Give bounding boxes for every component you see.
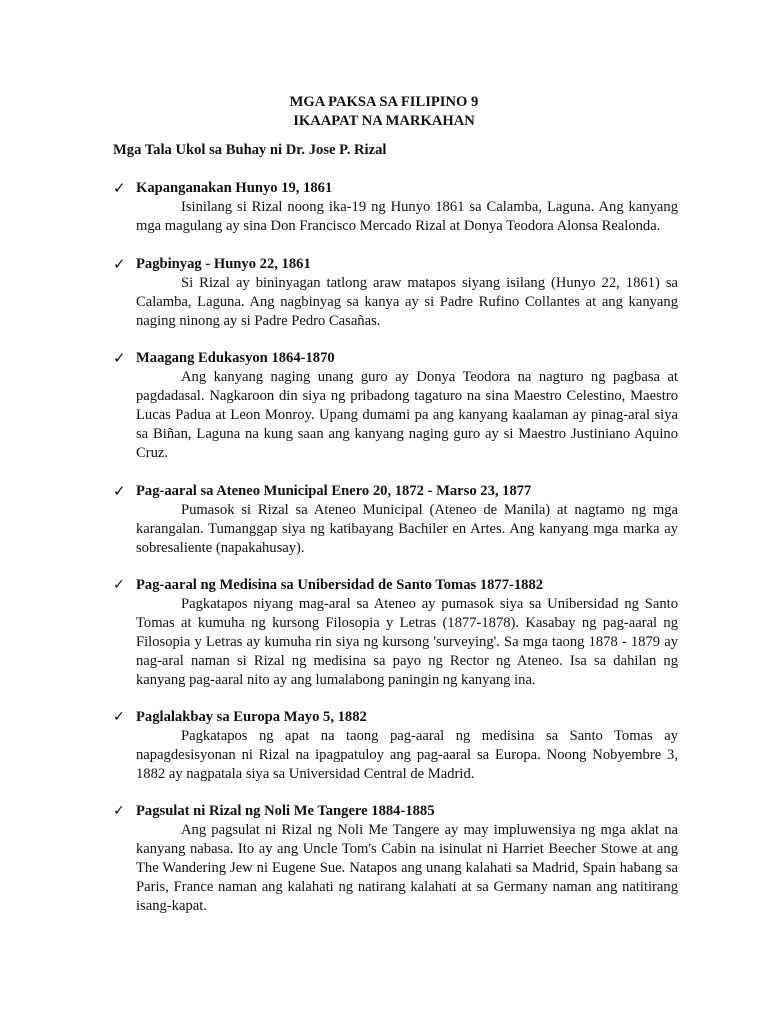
section-kapanganakan [113,179,678,236]
section-heading: Pagbinyag - Hunyo 22, 1861 [136,256,311,272]
section-heading: Paglalakbay sa Europa Mayo 5, 1882 [136,709,367,725]
section-paragraph: Isinilang si Rizal noong ika-19 ng Hunyo 1861 sa Calamba, Laguna. Ang kanyang mga magulang ay sina Don Francisco Mercado Rizal at Donya Teodora Alonsa Realonda. [136,199,678,234]
section-paragraph: Pumasok si Rizal sa Ateneo Municipal (Ateneo de Manila) at nagtamo ng mga karangalan. Tumanggap siya ng katibayang Bachiler en Artes. Ang kanyang mga marka ay sobresaliente (napakahusay). [136,502,678,556]
checkmark-icon: ✓ [113,709,125,725]
section-heading: Kapanganakan Hunyo 19, 1861 [136,180,333,196]
document-title: MGA PAKSA SA FILIPINO 9 [289,94,479,110]
section-noli-me-tangere [113,802,678,916]
checkmark-icon: ✓ [113,482,126,500]
checkmark-icon: ✓ [113,803,125,819]
section-heading: Pag-aaral sa Ateneo Municipal Enero 20, 1872 - Marso 23, 1877 [136,483,532,499]
checkmark-icon: ✓ [113,255,126,273]
section-pagbinyag [113,255,678,331]
section-intro-heading: Mga Tala Ukol sa Buhay ni Dr. Jose P. Rizal [113,142,387,158]
section-medisina [113,576,678,690]
section-heading: Pagsulat ni Rizal ng Noli Me Tangere 1884-1885 [136,803,435,819]
checkmark-icon: ✓ [113,349,126,367]
checkmark-icon: ✓ [113,577,125,593]
section-paglalakbay [113,708,678,784]
section-paragraph: Pagkatapos niyang mag-aral sa Ateneo ay pumasok siya sa Unibersidad ng Santo Tomas at kumuha ng kursong Filosopia y Letras (1877-1878). Kasabay ng pag-aaral ng Filosopia y Letras ay kumuha rin siya ng kursong 'surveying'. Sa mga taong 1878 - 1879 ay nag-aral naman si Rizal ng medisina sa payo ng Rector ng Ateneo. Isa sa dahilan ng kanyang pag-aaral nito ay ang lumalabong paningin ng kanyang ina. [136,596,678,688]
section-paragraph: Ang pagsulat ni Rizal ng Noli Me Tangere ay may impluwensiya ng mga aklat na kanyang nabasa. Ito ay ang Uncle Tom's Cabin na isinulat ni Harriet Beecher Stowe at ang The Wandering Jew ni Eugene Sue. Natapos ang unang kalahati sa Madrid, Spain habang sa Paris, France naman ang kalahati ng natirang kalahati at sa Germany naman ang natitirang isang-kapat. [136,822,678,914]
section-heading: Maagang Edukasyon 1864-1870 [136,350,335,366]
document-subtitle-quarter: IKAAPAT NA MARKAHAN [293,113,475,129]
checkmark-icon: ✓ [113,179,126,197]
section-maagang-edukasyon [113,349,678,463]
section-paragraph: Pagkatapos ng apat na taong pag-aaral ng medisina sa Santo Tomas ay napagdesisyonan ni Rizal na ipagpatuloy ang pag-aaral sa Europa. Noong Nobyembre 3, 1882 ay nagpatala siya sa Universidad Central de Madrid. [136,728,678,782]
section-paragraph: Ang kanyang naging unang guro ay Donya Teodora na nagturo ng pagbasa at pagdadasal. Nagkaroon din siya ng pribadong tagaturo na sina Maestro Celestino, Maestro Lucas Padua at Leon Monroy. Upang dumami pa ang kanyang kaalaman ay pinag-aral siya sa Biñan, Laguna na kung saan ang kanyang naging guro ay si Maestro Justiniano Aquino Cruz. [136,369,678,461]
section-paragraph: Si Rizal ay bininyagan tatlong araw matapos siyang isilang (Hunyo 22, 1861) sa Calamba, Laguna. Ang nagbinyag sa kanya ay si Padre Rufino Collantes at ang kanyang naging ninong ay si Padre Pedro Casañas. [136,275,678,329]
section-heading: Pag-aaral ng Medisina sa Unibersidad de Santo Tomas 1877-1882 [136,577,544,593]
section-ateneo [113,482,678,558]
